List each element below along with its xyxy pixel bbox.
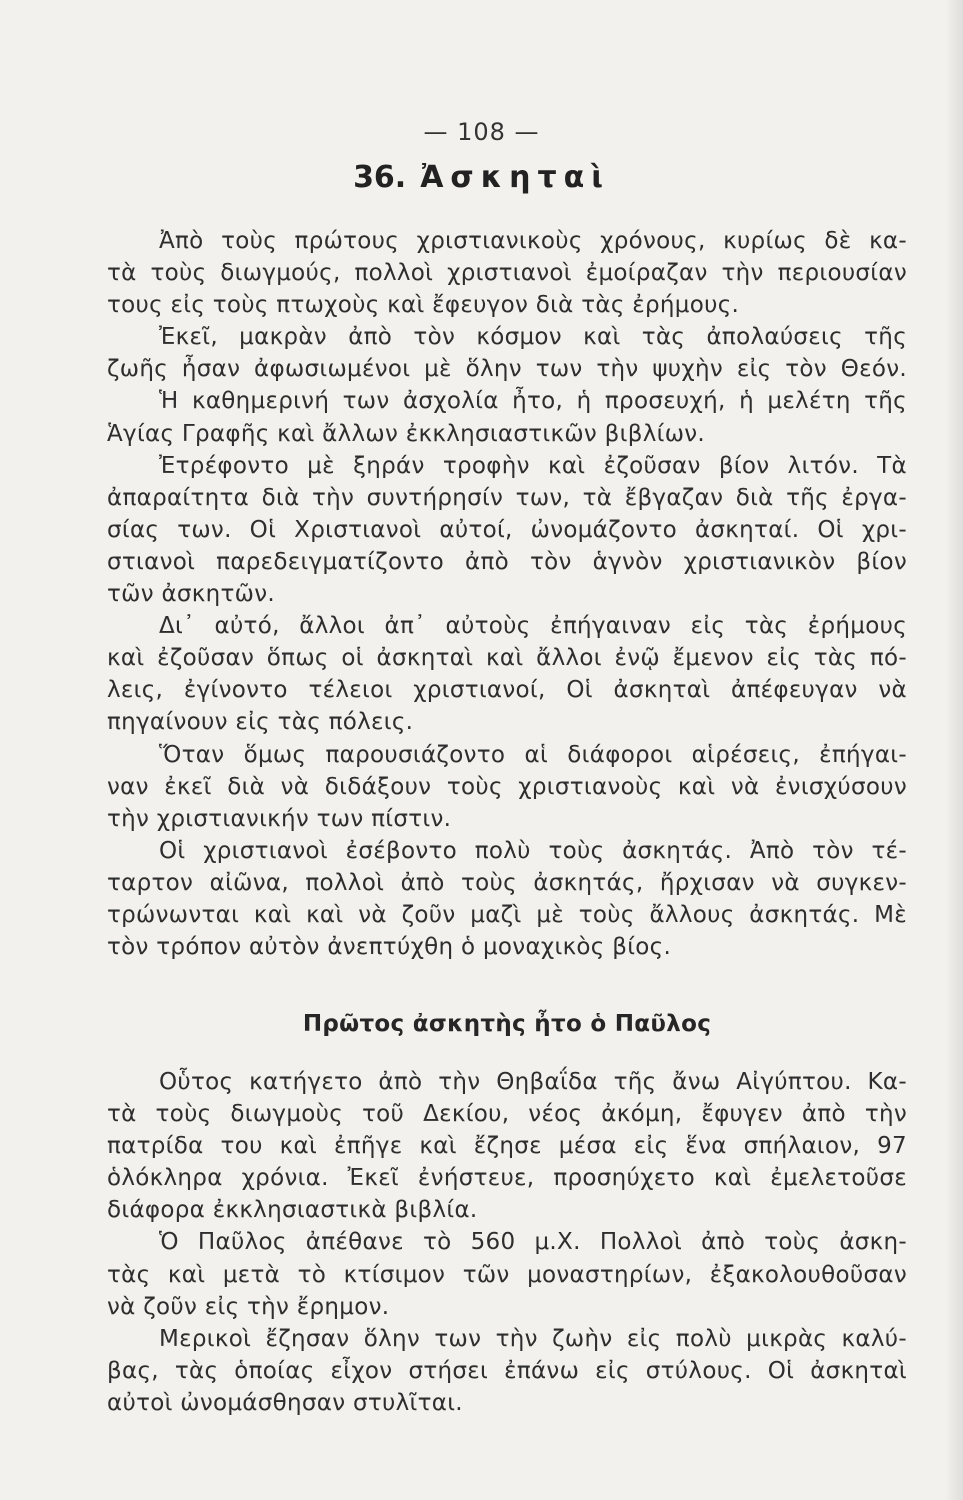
text-line: τῶν ἀσκητῶν. [107, 581, 276, 608]
body-text-section-1 [107, 225, 907, 963]
text-line: τρώνωνται καὶ καὶ νὰ ζοῦν μαζὶ μὲ τοὺς ἄλλους ἀσκητάς. Μὲ [107, 901, 907, 928]
text-line: καὶ ἐζοῦσαν ὅπως οἱ ἀσκηταὶ καὶ ἄλλοι ἐνῷ ἔμενον εἰς τὰς πό- [107, 645, 907, 672]
text-line: Οἱ χριστιανοὶ ἐσέβοντο πολὺ τοὺς ἀσκητάς. Ἀπὸ τὸν τέ- [159, 837, 907, 864]
text-line: ὁλόκληρα χρόνια. Ἐκεῖ ἐνήστευε, προσηύχετο καὶ ἐμελετοῦσε [107, 1165, 907, 1192]
text-line: Δι᾿ αὐτό, ἄλλοι ἀπ᾿ αὐτοὺς ἐπήγαιναν εἰς τὰς ἐρήμους [159, 613, 907, 640]
text-line: λεις, ἐγίνοντο τέλειοι χριστιανοί, Οἱ ἀσκηταὶ ἀπέφευγαν νὰ [107, 677, 907, 704]
text-line: Ἐκεῖ, μακρὰν ἀπὸ τὸν κόσμον καὶ τὰς ἀπολαύσεις τῆς [159, 324, 907, 351]
text-line: στιανοὶ παρεδειγματίζοντο ἀπὸ τὸν ἁγνὸν χριστιανικὸν βίον [107, 548, 907, 575]
text-line: Οὗτος κατήγετο ἀπὸ τὴν Θηβαΐδα τῆς ἄνω Αἰγύπτου. Κα- [159, 1069, 907, 1095]
text-line: Ἐτρέφοντο μὲ ξηράν τροφὴν καὶ ἐζοῦσαν βίον λιτόν. Τὰ [159, 452, 907, 479]
text-line: τὴν χριστιανικήν των πίστιν. [107, 805, 452, 832]
text-line: τὰ τοὺς διωγμούς, πολλοὶ χριστιανοὶ ἐμοίραζαν τὴν περιουσίαν [107, 260, 907, 287]
text-line: πηγαίνουν εἰς τὰς πόλεις. [107, 709, 414, 736]
text-line: ζωῆς ἦσαν ἀφωσιωμένοι μὲ ὅλην των τὴν ψυχὴν εἰς τὸν Θεόν. [107, 356, 907, 383]
text-line: Ἡ καθημερινή των ἀσχολία ἦτο, ἡ προσευχή, ἡ μελέτη τῆς [159, 388, 907, 415]
text-line: Ὁ Παῦλος ἀπέθανε τὸ 560 μ.Χ. Πολλοὶ ἀπὸ τοὺς ἀσκη- [159, 1229, 907, 1256]
text-line: σίας των. Οἱ Χριστιανοὶ αὐτοί, ὠνομάζοντο ἀσκηταί. Οἱ χρι- [107, 516, 907, 543]
chapter-number: 36. [353, 160, 407, 195]
page-number: — 108 — [423, 118, 540, 146]
text-line: τὰς καὶ μετὰ τὸ κτίσιμον τῶν μοναστηρίων, ἐξακολουθοῦσαν [107, 1261, 907, 1288]
text-line: αὐτοὶ ὠνομάσθησαν στυλῖται. [107, 1389, 463, 1416]
text-line: νὰ ζοῦν εἰς τὴν ἔρημον. [107, 1293, 390, 1320]
chapter-title [0, 160, 963, 195]
page-edge-shadow [945, 0, 963, 1500]
text-line: πατρίδα του καὶ ἐπῆγε καὶ ἔζησε μέσα εἰς ἕνα σπήλαιον, 97 [107, 1133, 907, 1160]
text-line: διάφορα ἐκκλησιαστικὰ βιβλία. [107, 1197, 478, 1224]
text-line: Μερικοὶ ἔζησαν ὅλην των τὴν ζωὴν εἰς πολὺ μικρὰς καλύ- [159, 1325, 907, 1352]
text-line: ἀπαραίτητα διὰ τὴν συντήρησίν των, τὰ ἔβγαζαν διὰ τῆς ἐργα- [107, 484, 907, 511]
section-subheading: Πρῶτος ἀσκητὴς ἦτο ὁ Παῦλος [302, 1011, 712, 1037]
text-line: Ὅταν ὅμως παρουσιάζοντο αἱ διάφοροι αἱρέσεις, ἐπήγαι- [159, 741, 907, 768]
body-text-section-2 [107, 1066, 907, 1419]
text-line: ναν ἐκεῖ διὰ νὰ διδάξουν τοὺς χριστιανοὺς καὶ νὰ ἐνισχύσουν [107, 773, 907, 800]
text-line: τὰ τοὺς διωγμοὺς τοῦ Δεκίου, νέος ἀκόμη, ἔφυγεν ἀπὸ τὴν [107, 1101, 907, 1128]
text-line: τὸν τρόπον αὐτὸν ἀνεπτύχθη ὁ μοναχικὸς βίος. [107, 934, 672, 961]
text-line: βας, τὰς ὁποίας εἶχον στήσει ἐπάνω εἰς στύλους. Οἱ ἀσκηταὶ [107, 1357, 907, 1384]
text-line: τους εἰς τοὺς πτωχοὺς καὶ ἔφευγον διὰ τὰς ἐρήμους. [107, 292, 740, 319]
chapter-heading: Ἀσκηταὶ [420, 160, 610, 195]
text-line: Ἁγίας Γραφῆς καὶ ἄλλων ἐκκλησιαστικῶν βιβλίων. [107, 420, 706, 447]
text-line: Ἀπὸ τοὺς πρώτους χριστιανικοὺς χρόνους, κυρίως δὲ κα- [159, 228, 907, 254]
text-line: ταρτον αἰῶνα, πολλοὶ ἀπὸ τοὺς ἀσκητάς, ἤρχισαν νὰ συγκεν- [107, 869, 907, 896]
section-subheading-wrap [107, 994, 907, 1064]
